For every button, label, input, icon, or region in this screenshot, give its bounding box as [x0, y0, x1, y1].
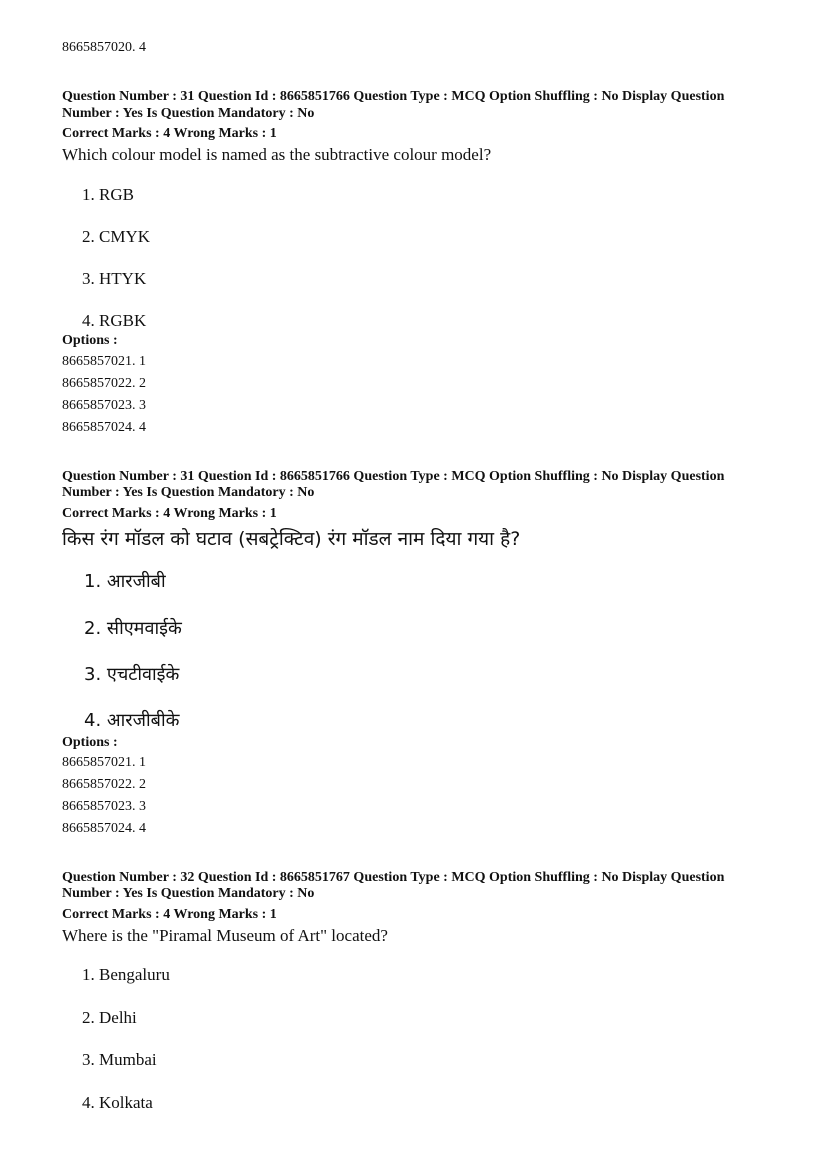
- option-id: 8665857022. 2: [62, 777, 146, 792]
- option-3: 3. Mumbai: [82, 1050, 157, 1069]
- option-1: 1. आरजीबी: [84, 571, 166, 592]
- question-meta-line2: Number : Yes Is Question Mandatory : No: [62, 106, 315, 121]
- option-4: 4. RGBK: [82, 311, 147, 330]
- previous-option-id: 8665857020. 4: [62, 40, 146, 55]
- option-2: 2. Delhi: [82, 1008, 137, 1027]
- options-label: Options :: [62, 333, 118, 348]
- option-1: 1. Bengaluru: [82, 965, 170, 984]
- question-meta-line1: Question Number : 31 Question Id : 8665851766 Question Type : MCQ Option Shuffling : No Display Question: [62, 469, 725, 484]
- question-text: Where is the "Piramal Museum of Art" located?: [62, 926, 388, 945]
- question-meta-line2: Number : Yes Is Question Mandatory : No: [62, 886, 315, 901]
- question-marks: Correct Marks : 4 Wrong Marks : 1: [62, 126, 277, 141]
- option-2: 2. CMYK: [82, 227, 151, 246]
- options-label: Options :: [62, 735, 118, 750]
- question-text-hindi: किस रंग मॉडल को घटाव (सबट्रेक्टिव) रंग मॉडल नाम दिया गया है?: [62, 528, 521, 550]
- option-id: 8665857021. 1: [62, 755, 146, 770]
- question-marks: Correct Marks : 4 Wrong Marks : 1: [62, 907, 277, 922]
- option-id: 8665857021. 1: [62, 354, 146, 369]
- option-4: 4. Kolkata: [82, 1093, 153, 1112]
- question-marks: Correct Marks : 4 Wrong Marks : 1: [62, 506, 277, 521]
- question-text: Which colour model is named as the subtractive colour model?: [62, 145, 492, 164]
- option-3: 3. HTYK: [82, 269, 147, 288]
- option-id: 8665857023. 3: [62, 799, 146, 814]
- question-meta-line1: Question Number : 32 Question Id : 8665851767 Question Type : MCQ Option Shuffling : No Display Question: [62, 870, 725, 885]
- option-id: 8665857023. 3: [62, 398, 146, 413]
- option-3: 3. एचटीवाईके: [84, 664, 180, 685]
- option-id: 8665857024. 4: [62, 821, 146, 836]
- question-meta-line1: Question Number : 31 Question Id : 8665851766 Question Type : MCQ Option Shuffling : No Display Question: [62, 89, 725, 104]
- question-meta-line2: Number : Yes Is Question Mandatory : No: [62, 485, 315, 500]
- option-id: 8665857024. 4: [62, 420, 146, 435]
- option-1: 1. RGB: [82, 185, 134, 204]
- option-2: 2. सीएमवाईके: [84, 618, 182, 639]
- option-id: 8665857022. 2: [62, 376, 146, 391]
- option-4: 4. आरजीबीके: [84, 710, 180, 731]
